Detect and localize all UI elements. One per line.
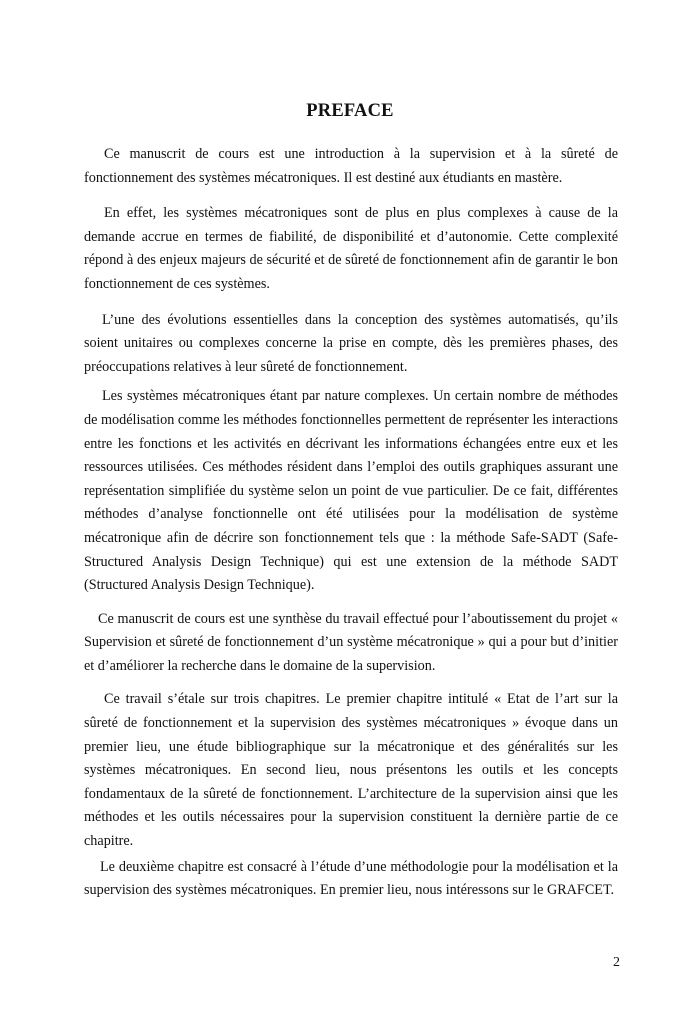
- paragraph-methods: Les systèmes mécatroniques étant par nature complexes. Un certain nombre de méthodes de modélisation comme les méthodes fonctionnelles permettent de représenter les interactions entre les fonctions et les activités en décrivant les informations échangées entre eux et les ressources utilisées. Ces méthodes résident dans l’emploi des outils graphiques assurant une représentation simplifiée du système selon un point de vue particulier. De ce fait, différentes méthodes d’analyse fonctionnelle ont été utilisées pour la modélisation de système mécatronique afin de décrire son fonctionnement tels que : la méthode Safe-SADT (Safe-Structured Analysis Design Technique) qui est une extension de la méthode SADT (Structured Analysis Design Technique).: [84, 388, 618, 594]
- page-number: 2: [613, 955, 620, 970]
- paragraph-synthesis: Ce manuscrit de cours est une synthèse du travail effectué pour l’aboutissement du projet « Supervision et sûreté de fonctionnement d’un système mécatronique » qui a pour but d’initier et d’améliorer la recherche dans le domaine de la supervision.: [84, 610, 618, 674]
- page-title: PREFACE: [306, 101, 394, 121]
- paragraph-intro: Ce manuscrit de cours est une introduction à la supervision et à la sûreté de fonctionnement des systèmes mécatroniques. Il est destiné aux étudiants en mastère.: [84, 146, 618, 186]
- paragraph-evolutions: L’une des évolutions essentielles dans la conception des systèmes automatisés, qu’ils soient unitaires ou complexes concerne la prise en compte, dès les premières phases, des préoccupations relatives à leur sûreté de fonctionnement.: [84, 311, 618, 375]
- paragraph-chapters: Ce travail s’étale sur trois chapitres. Le premier chapitre intitulé « Etat de l’art sur la sûreté de fonctionnement et la supervision des systèmes mécatroniques » évoque dans un premier lieu, une étude bibliographique sur la mécatronique et des généralités sur les systèmes mécatroniques. En second lieu, nous présentons les outils et les concepts fondamentaux de la sûreté de fonctionnement. L’architecture de la supervision ainsi que les méthodes et les outils nécessaires pour la supervision constituent la dernière partie de ce chapitre.: [84, 691, 618, 850]
- paragraph-complexity: En effet, les systèmes mécatroniques sont de plus en plus complexes à cause de la demande accrue en termes de fiabilité, de disponibilité et d’autonomie. Cette complexité répond à des enjeux majeurs de sécurité et de sûreté de fonctionnement afin de garantir le bon fonctionnement de ces systèmes.: [84, 205, 618, 292]
- preface-body: [84, 143, 618, 903]
- paragraph-second-chapter: Le deuxième chapitre est consacré à l’étude d’une méthodologie pour la modélisation et la supervision des systèmes mécatroniques. En premier lieu, nous intéressons sur le GRAFCET.: [84, 858, 618, 899]
